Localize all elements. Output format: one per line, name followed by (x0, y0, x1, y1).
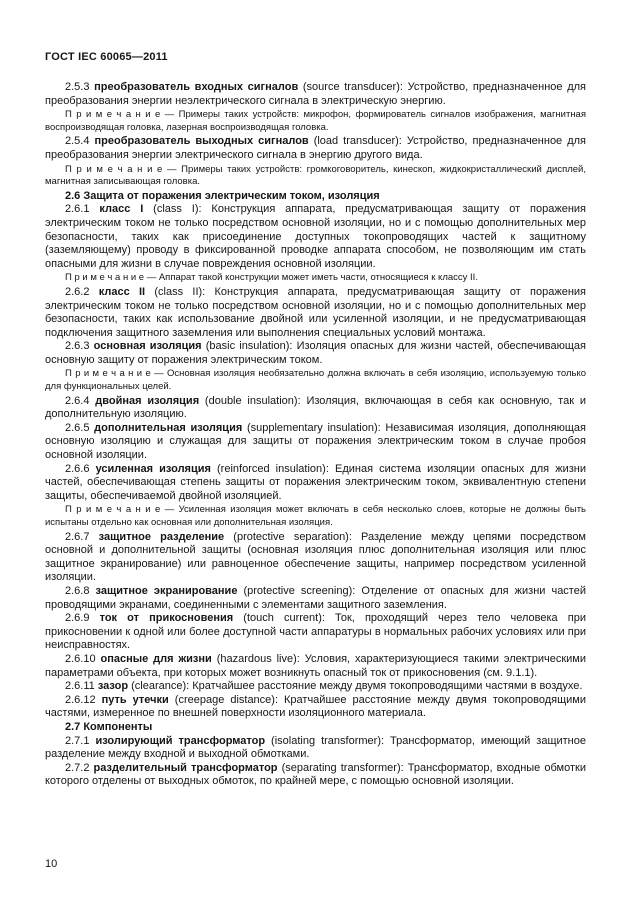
body-text: 2.6.9 (65, 612, 100, 625)
body-text: (reinforced insulation): Единая система изоляции опасных для жизни частей, обеспечивающая степень защиты от поражения электрическим током, эквивалентную степени защиты, обеспечиваемой двойной изоляцией. (45, 462, 586, 502)
body-text: 2.5.4 (65, 135, 95, 148)
body-text: 2.6.10 (65, 652, 101, 665)
definition-paragraph (45, 680, 586, 694)
body-text: (load transducer): Устройство, предназначенное для преобразования энергии электрического сигнала в энергию другого вида. (45, 135, 586, 161)
definition-paragraph (45, 762, 586, 789)
term-text: преобразователь выходных сигналов (94, 135, 309, 148)
note-paragraph (45, 504, 586, 529)
definition-paragraph (45, 612, 586, 653)
definition-paragraph (45, 694, 586, 721)
body-text: П р и м е ч а н и е — Примеры таких устройств: микрофон, формирователь сигналов изображения, магнитная воспроизводящая головка, лазерная воспроизводящая головка. (45, 109, 586, 133)
body-text: 2.5.3 (65, 81, 95, 93)
body-text: (protective separation): Разделение между цепями посредством основной и дополнительной защиты (основная изоляция плюс дополнительная изоляция или плюс защитное экранирование) или равноценное обеспечение защиты, например посредством усиленной изоляции. (45, 530, 586, 584)
body-text: 2.6.3 (65, 340, 94, 353)
term-text: изолирующий трансформатор (95, 734, 266, 747)
term-text: опасные для жизни (100, 652, 212, 665)
term-text: преобразователь входных сигналов (94, 81, 299, 93)
body-text: 2.6.6 (65, 462, 96, 475)
page-number: 10 (45, 858, 58, 870)
note-paragraph (45, 272, 586, 285)
definition-paragraph (45, 653, 586, 680)
body-text: 2.6.5 (65, 421, 95, 434)
definition-paragraph (45, 340, 586, 367)
body-text: (touch current): Ток, проходящий через тело человека при прикосновении к одной или более доступной части аппаратуры в нормальных рабочих условиях или при неисправностях. (45, 612, 586, 652)
body-text: 2.6.7 (65, 530, 99, 543)
definition-paragraph (45, 395, 586, 422)
note-paragraph (45, 368, 586, 393)
body-text: (supplementary insulation): Независимая изоляция, дополняющая основную изоляцию и служащая для защиты от поражения электрическим током в случае пробоя основной изоляции. (45, 421, 586, 462)
document-body (45, 81, 586, 789)
section-heading (45, 190, 586, 204)
body-text: (class I): Конструкция аппарата, предусматривающая защиту от поражения электрическим током не только посредством основной изоляции, но и с помощью дополнительных мер безопасности, таких как присоединение доступных токопроводящих частей к защитному (заземляющему) проводу в фиксированной проводке аппарата способом, не позволяющим им стать опасными для жизни в случае повреждения основной изоляции. (45, 203, 586, 270)
body-text: (isolating transformer): Трансформатор, имеющий защитное разделение между входной и выходной обмотками. (45, 734, 586, 761)
body-text: (protective screening): Отделение от опасных для жизни частей проводящими экранами, соединенными с элементами защитного заземления. (45, 584, 586, 611)
term-text: путь утечки (101, 693, 169, 706)
body-text: 2.7.1 (65, 734, 96, 747)
body-text: П р и м е ч а н и е — Примеры таких устройств: громкоговоритель, кинескоп, жидкокристаллический дисплей, магнитная записывающая головка. (45, 163, 586, 188)
body-text: 2.6.11 (65, 680, 98, 693)
definition-paragraph (45, 203, 586, 271)
term-text: 2.7 Компоненты (65, 720, 153, 733)
term-text: класс I (99, 203, 144, 216)
body-text: 2.6.4 (65, 394, 96, 407)
definition-paragraph (45, 135, 586, 162)
definition-paragraph (45, 463, 586, 504)
body-text: (basic insulation): Изоляция опасных для жизни частей, обеспечивающая основную защиту от поражения электрическим током. (45, 340, 586, 366)
body-text: 2.6.12 (65, 693, 102, 706)
term-text: ток от прикосновения (99, 612, 234, 625)
term-text: усиленная изоляция (95, 462, 211, 475)
body-text: П р и м е ч а н и е — Основная изоляция необязательно должна включать в себя изоляцию, используемую только для функциональных целей. (45, 368, 586, 393)
definition-paragraph (45, 585, 586, 612)
definition-paragraph (45, 286, 586, 340)
body-text: П р и м е ч а н и е — Усиленная изоляция может включать в себя несколько слоев, которые не должны быть испытаны отдельно как основная или дополнительная изоляция. (45, 504, 586, 528)
term-text: основная изоляция (93, 340, 202, 353)
body-text: (separating transformer): Трансформатор, входные обмотки которого отделены от выходных обмоток, по крайней мере, с помощью основной изоляции. (45, 761, 586, 788)
term-text: разделительный трансформатор (93, 761, 278, 774)
body-text: П р и м е ч а н и е — Аппарат такой конструкции может иметь части, относящиеся к классу II. (65, 272, 478, 284)
running-header: ГОСТ IEC 60065—2011 (45, 51, 168, 63)
term-text: зазор (97, 680, 129, 693)
term-text: класс II (98, 285, 146, 298)
definition-paragraph (45, 735, 586, 762)
note-paragraph (45, 164, 586, 189)
body-text: (class II): Конструкция аппарата, предусматривающая защиту от поражения электрическим током не только посредством основной изоляции, но и с помощью дополнительных мер безопасности, таких как использование двойной или усиленной изоляции, и не предусматривающая подключения защитного заземления или выполнения специальных условий монтажа. (45, 285, 587, 339)
body-text: (creepage distance): Кратчайшее расстояние между двумя токопроводящими частями, измеренное по внешней поверхности изоляционного материала. (45, 693, 586, 720)
body-text: 2.6.1 (65, 203, 100, 216)
term-text: защитное экранирование (95, 584, 238, 597)
body-text: (double insulation): Изоляция, включающая в себя как основную, так и дополнительную изоляцию. (45, 394, 586, 421)
note-paragraph (45, 109, 586, 134)
body-text: 2.6.2 (65, 285, 99, 298)
term-text: дополнительная изоляция (94, 421, 243, 434)
term-text: 2.6 Защита от поражения электрическим током, изоляция (65, 189, 380, 202)
body-text: 2.6.8 (65, 584, 96, 597)
definition-paragraph (45, 422, 586, 463)
term-text: двойная изоляция (95, 394, 200, 407)
definition-paragraph (45, 81, 586, 108)
term-text: защитное разделение (98, 530, 225, 543)
body-text: (source transducer): Устройство, предназначенное для преобразования энергии неэлектрического сигнала в электрическую энергию. (45, 81, 586, 107)
body-text: (clearance): Кратчайшее расстояние между двумя токопроводящими частями в воздухе. (128, 680, 583, 693)
body-text: (hazardous live): Условия, характеризующиеся такими электрическими параметрами объекта, при которых может возникнуть опасный ток от прикосновения (см. 9.1.1). (45, 652, 586, 679)
section-heading (45, 721, 586, 735)
body-text: 2.7.2 (65, 761, 94, 774)
definition-paragraph (45, 531, 586, 585)
